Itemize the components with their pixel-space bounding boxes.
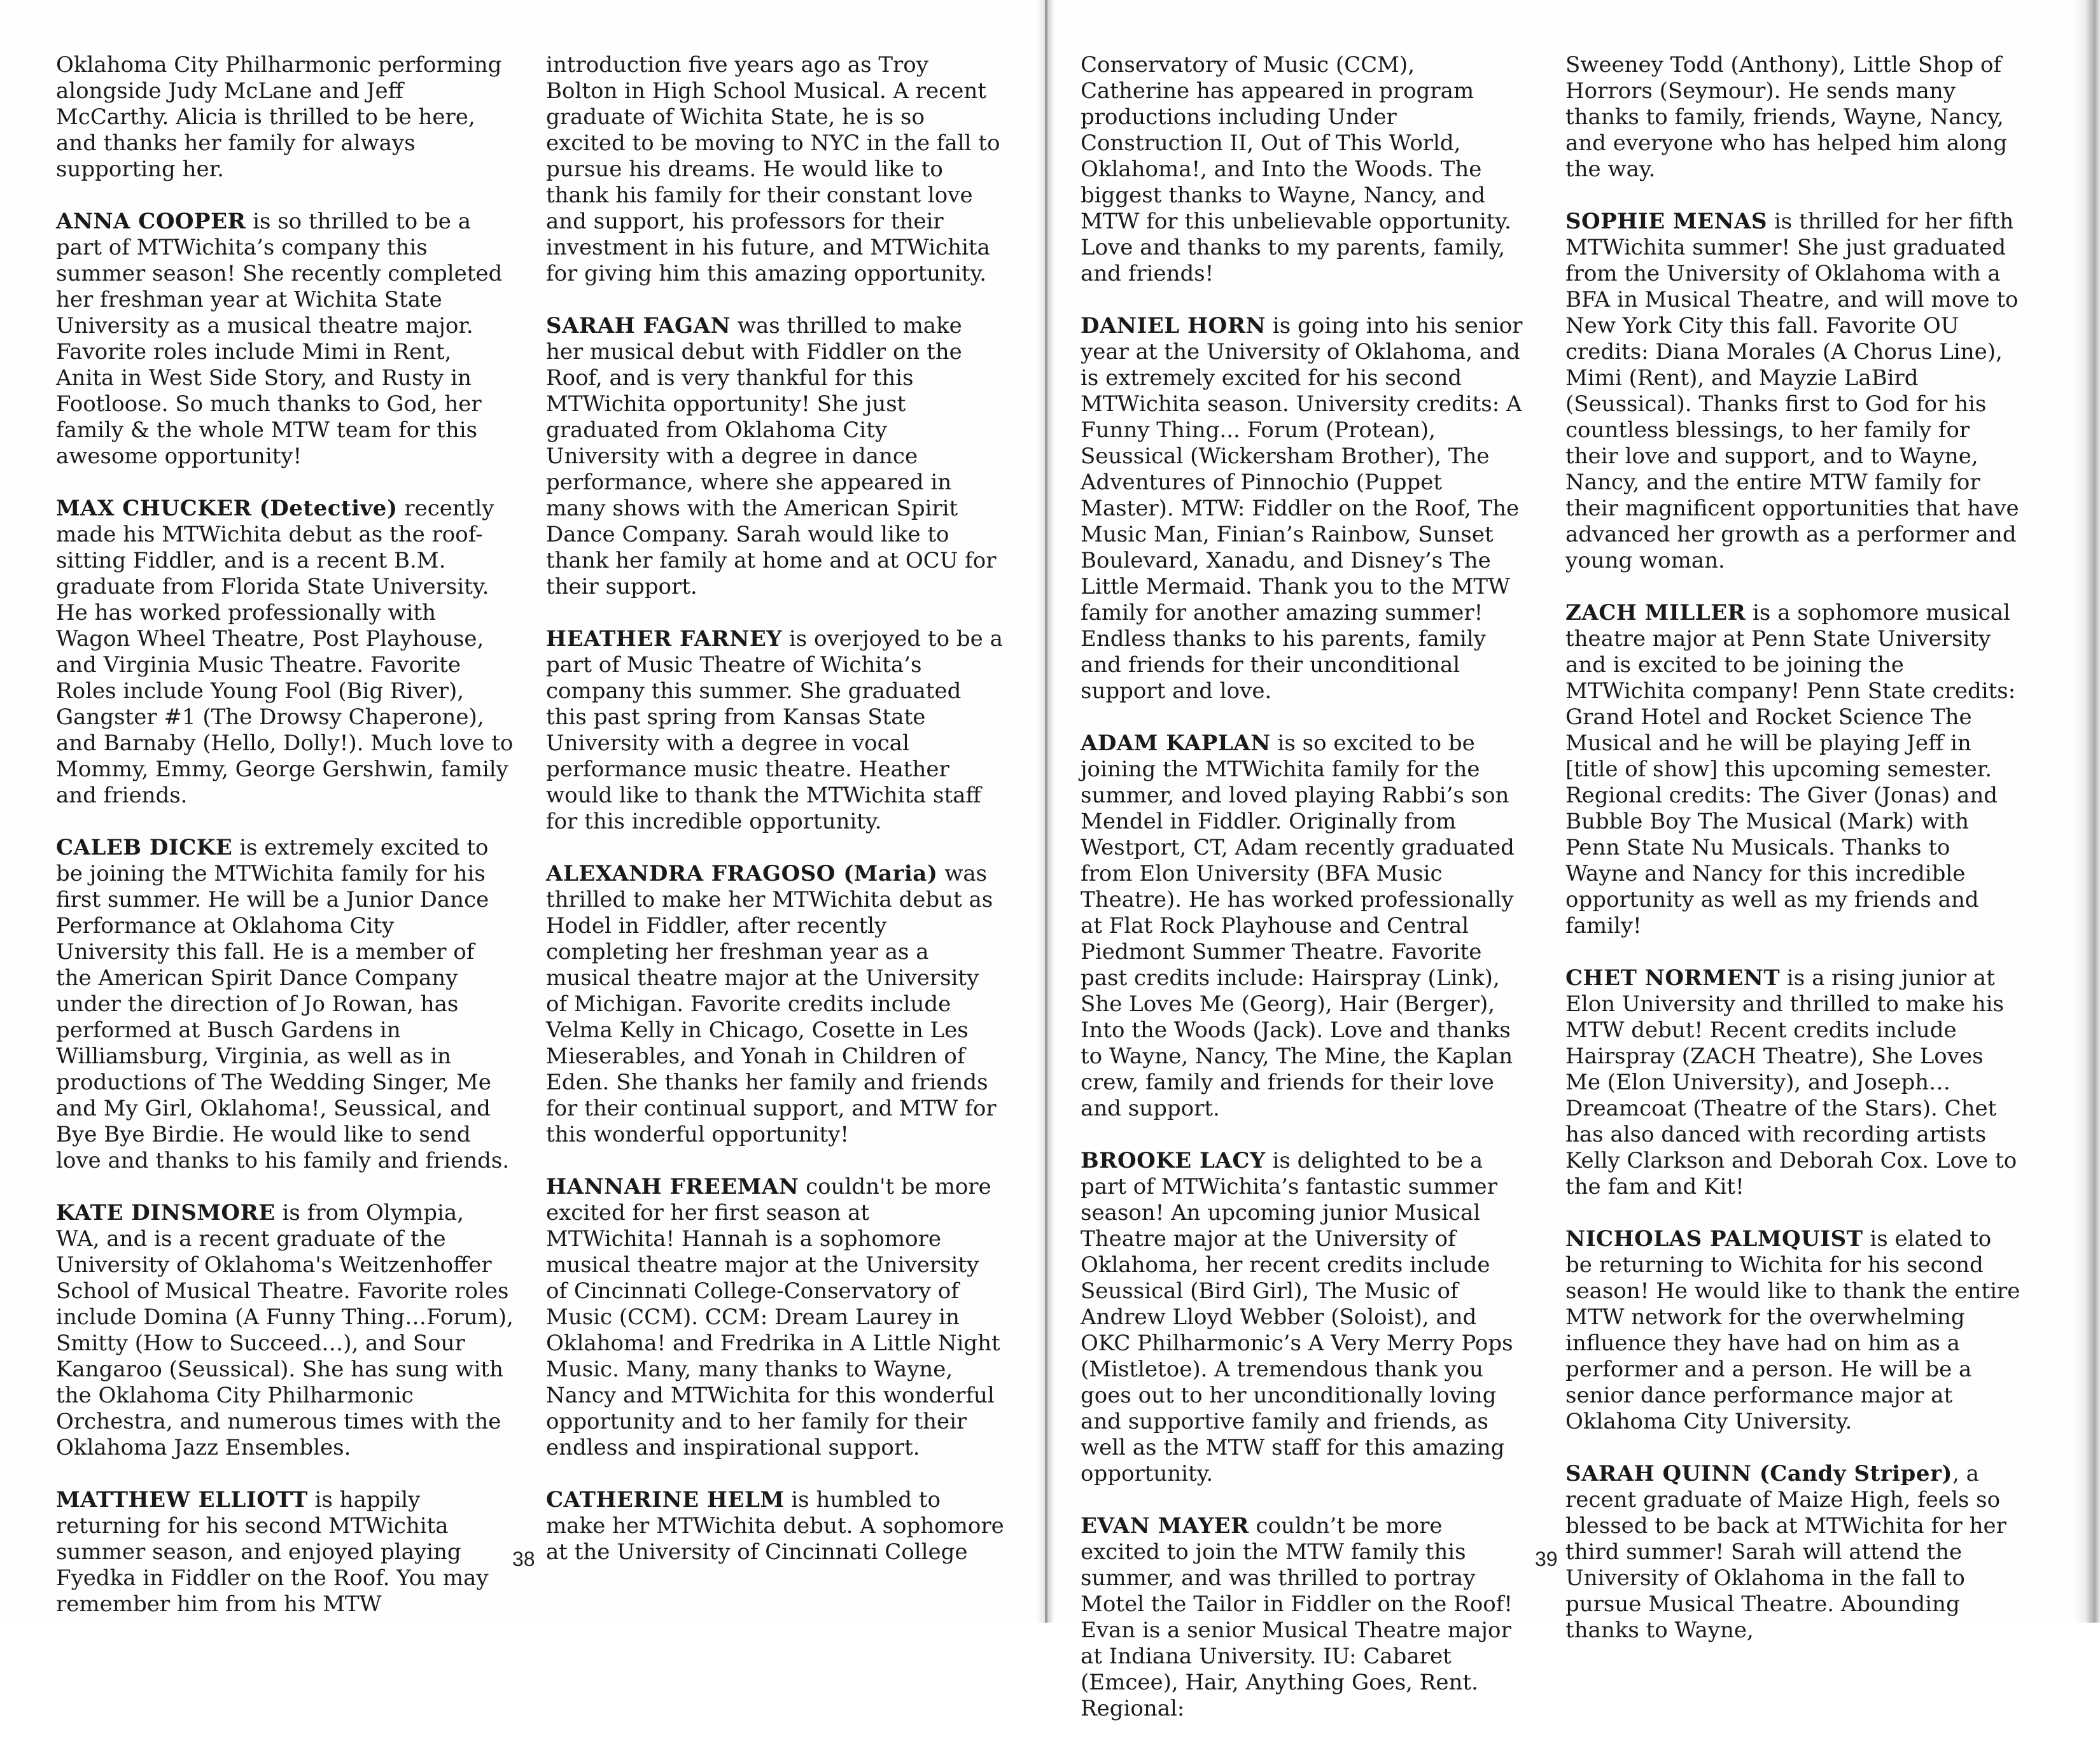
gutter-right-shadow [1047,0,1054,1623]
bio-name: KATE DINSMORE [56,1200,276,1226]
bio-text: Oklahoma City Philharmonic performing alongside Judy McLane and Jeff McCarthy. Alicia is thrilled to be here, and thanks her family for always supporting her. [56,52,502,182]
bio-entry [1565,965,2024,1200]
bio-text: is a sophomore musical theatre major at Penn State University and is excited to be joining the MTWichita company! Penn State credits: Grand Hotel and Rocket Science The Musical and he will be playing Jeff in [title of show] this upcoming semester. Regional credits: The Giver (Jonas) and Bubble Boy The Musical (Mark) with Penn State Nu Musicals. Thanks to Wayne and Nancy for this incredible opportunity as well as my friends and family! [1565,600,2016,939]
bio-name: MATTHEW ELLIOTT [56,1487,308,1513]
bio-name: MAX CHUCKER (Detective) [56,496,398,521]
bio-text: is from Olympia, WA, and is a recent graduate of the University of Oklahoma's Weitzenhoffer School of Musical Theatre. Favorite roles include Domina (A Funny Thing…Forum), Smitty (How to Succeed…), and Sour Kangaroo (Seussical). She has sung with the Oklahoma City Philharmonic Orchestra, and numerous times with the Oklahoma Jazz Ensembles. [56,1200,514,1460]
bio-entry [546,1174,1004,1461]
bio-text: is humbled to make her MTWichita debut. A sophomore at the University of Cincinnati College [546,1487,1004,1565]
bio-text: couldn’t be more excited to join the MTW family this summer, and was thrilled to portray Motel the Tailor in Fiddler on the Roof! Evan is a senior Musical Theatre major at Indiana University. IU: Cabaret (Emcee), Hair, Anything Goes, Rent. Regional: [1081,1513,1513,1721]
bio-text: Conservatory of Music (CCM), Catherine has appeared in program productions including Under Construction II, Out of This World, Oklahoma!, and Into the Woods. The biggest thanks to Wayne, Nancy, and MTW for this unbelievable opportunity. Love and thanks to my parents, family, and friends! [1081,52,1511,286]
bio-text: is thrilled for her fifth MTWichita summer! She just graduated from the University of Oklahoma with a BFA in Musical Theatre, and will move to New York City this fall. Favorite OU credits: Diana Morales (A Chorus Line), Mimi (Rent), and Mayzie LaBird (Seussical). Thanks first to God for his countless blessings, to her family for their love and support, and to Wayne, Nancy, and the entire MTW family for their magnificent opportunities that have advanced her growth as a performer and young woman. [1565,209,2019,573]
page-number-left: 38 [512,1548,535,1570]
bio-entry [1081,731,1526,1122]
bio-name: HANNAH FREEMAN [546,1174,799,1199]
bio-entry [56,835,514,1174]
bio-name: BROOKE LACY [1081,1148,1266,1173]
bio-name: EVAN MAYER [1081,1513,1249,1539]
bio-text: is extremely excited to be joining the MTWichita family for his first summer. He will be a Junior Dance Performance at Oklahoma City University this fall. He is a member of the American Spirit Dance Company under the direction of Jo Rowan, has performed at Busch Gardens in Williamsburg, Virginia, as well as in productions of The Wedding Singer, Me and My Girl, Oklahoma!, Seussical, and Bye Bye Birdie. He would like to send love and thanks to his family and friends. [56,835,510,1173]
bio-entry [56,209,514,470]
bio-entry [1565,1226,2024,1435]
page-edge-shadow [2073,0,2100,1623]
bio-entry [1565,209,2024,574]
bio-text: introduction five years ago as Troy Bolton in High School Musical. A recent graduate of Wichita State, he is so excited to be moving to NYC in the fall to pursue his dreams. He would like to thank his family for their constant love and support, his professors for their investment in his future, and MTWichita for giving him this amazing opportunity. [546,52,1000,286]
page-number-right: 39 [1535,1548,1558,1570]
bio-name: ALEXANDRA FRAGOSO (Maria) [546,861,938,886]
bio-text: recently made his MTWichita debut as the roof-sitting Fiddler, and is a recent B.M. graduate from Florida State University. He has worked professionally with Wagon Wheel Theatre, Post Playhouse, and Virginia Music Theatre. Favorite Roles include Young Fool (Big River), Gangster #1 (The Drowsy Chaperone), and Barnaby (Hello, Dolly!). Much love to Mommy, Emmy, George Gershwin, family and friends. [56,496,514,808]
bio-entry [1565,1461,2024,1644]
bio-entry [546,1487,1004,1565]
bio-text: is a rising junior at Elon University and thrilled to make his MTW debut! Recent credits include Hairspray (ZACH Theatre), She Loves Me (Elon University), and Joseph…Dreamcoat (Theatre of the Stars). Chet has also danced with recording artists Kelly Clarkson and Deborah Cox. Love to the fam and Kit! [1565,965,2017,1199]
bio-entry [546,52,1004,287]
bio-entry [1081,313,1526,704]
bio-text: is elated to be returning to Wichita for his second season! He would like to thank the entire MTW network for the overwhelming influence they have had on him as a performer and a person. He will be a senior dance performance major at Oklahoma City University. [1565,1226,2020,1434]
bio-column-2 [546,52,1004,1591]
bio-text: is overjoyed to be a part of Music Theatre of Wichita’s company this summer. She graduated this past spring from Kansas State University with a degree in vocal performance music theatre. Heather would like to thank the MTWichita staff for this incredible opportunity. [546,626,1003,834]
bio-entry [1565,52,2024,183]
bio-name: SARAH QUINN (Candy Striper) [1565,1461,1952,1486]
bio-name: CHET NORMENT [1565,965,1781,991]
bio-entry [56,1200,514,1461]
bio-entry [1081,52,1526,287]
bio-entry [1081,1148,1526,1487]
bio-name: DANIEL HORN [1081,313,1266,339]
bio-text: is happily returning for his second MTWichita summer season, and enjoyed playing Fyedka in Fiddler on the Roof. You may remember him from his MTW [56,1487,489,1617]
bio-name: ANNA COOPER [56,209,246,234]
bio-text: is so thrilled to be a part of MTWichita’s company this summer season! She recently completed her freshman year at Wichita State University as a musical theatre major. Favorite roles include Mimi in Rent, Anita in West Side Story, and Rusty in Footloose. So much thanks to God, her family & the whole MTW team for this awesome opportunity! [56,209,503,469]
bio-column-1 [56,52,514,1644]
bio-entry [56,1487,514,1618]
bio-entry [546,626,1004,835]
bio-name: ZACH MILLER [1565,600,1746,626]
bio-column-3 [1081,52,1526,1748]
bio-entry [546,313,1004,600]
bio-entry [56,52,514,183]
bio-name: CATHERINE HELM [546,1487,785,1513]
bio-name: SARAH FAGAN [546,313,731,339]
bio-entry [546,861,1004,1148]
bio-name: CALEB DICKE [56,835,233,860]
bio-text: was thrilled to make her MTWichita debut as Hodel in Fiddler, after recently completing her freshman year as a musical theatre major at the University of Michigan. Favorite credits include Velma Kelly in Chicago, Cosette in Les Mieserables, and Yonah in Children of Eden. She thanks her family and friends for their continual support, and MTW for this wonderful opportunity! [546,861,997,1147]
bio-name: HEATHER FARNEY [546,626,783,652]
bio-column-4 [1565,52,2024,1670]
bio-entry [1081,1513,1526,1722]
bio-text: Sweeney Todd (Anthony), Little Shop of Horrors (Seymour). He sends many thanks to family, friends, Wayne, Nancy, and everyone who has helped him along the way. [1565,52,2008,182]
bio-name: SOPHIE MENAS [1565,209,1768,234]
bio-name: ADAM KAPLAN [1081,731,1271,756]
bio-text: is delighted to be a part of MTWichita’s fantastic summer season! An upcoming junior Musical Theatre major at the University of Oklahoma, her recent credits include Seussical (Bird Girl), The Music of Andrew Lloyd Webber (Soloist), and OKC Philharmonic’s A Very Merry Pops (Mistletoe). A tremendous thank you goes out to her unconditionally loving and supportive family and friends, as well as the MTW staff for this amazing opportunity. [1081,1148,1513,1486]
bio-text: was thrilled to make her musical debut with Fiddler on the Roof, and is very thankful for this MTWichita opportunity! She just graduated from Oklahoma City University with a degree in dance performance, where she appeared in many shows with the American Spirit Dance Company. Sarah would like to thank her family at home and at OCU for their support. [546,313,997,599]
bio-text: couldn't be more excited for her first season at MTWichita! Hannah is a sophomore musical theatre major at the University of Cincinnati College-Conservatory of Music (CCM). CCM: Dream Laurey in Oklahoma! and Fredrika in A Little Night Music. Many, many thanks to Wayne, Nancy and MTWichita for this wonderful opportunity and to her family for their endless and inspirational support. [546,1174,1000,1460]
bio-name: NICHOLAS PALMQUIST [1565,1226,1863,1252]
bio-text: is going into his senior year at the University of Oklahoma, and is extremely excited for his second MTWichita season. University credits: A Funny Thing... Forum (Protean), Seussical (Wickersham Brother), The Adventures of Pinnochio (Puppet Master). MTW: Fiddler on the Roof, The Music Man, Finian’s Rainbow, Sunset Boulevard, Xanadu, and Disney’s The Little Mermaid. Thank you to the MTW family for another amazing summer! Endless thanks to his parents, family and friends for their unconditional support and love. [1081,313,1523,704]
bio-entry [1565,600,2024,939]
bio-text: is so excited to be joining the MTWichita family for the summer, and loved playing Rabbi’s son Mendel in Fiddler. Originally from Westport, CT, Adam recently graduated from Elon University (BFA Music Theatre). He has worked professionally at Flat Rock Playhouse and Central Piedmont Summer Theatre. Favorite past credits include: Hairspray (Link), She Loves Me (Georg), Hair (Berger), Into the Woods (Jack). Love and thanks to Wayne, Nancy, The Mine, the Kaplan crew, family and friends for their love and support. [1081,731,1515,1121]
bio-text: , a recent graduate of Maize High, feels so blessed to be back at MTWichita for her third summer! Sarah will attend the University of Oklahoma in the fall to pursue Musical Theatre. Abounding thanks to Wayne, [1565,1461,2006,1643]
bio-entry [56,496,514,809]
